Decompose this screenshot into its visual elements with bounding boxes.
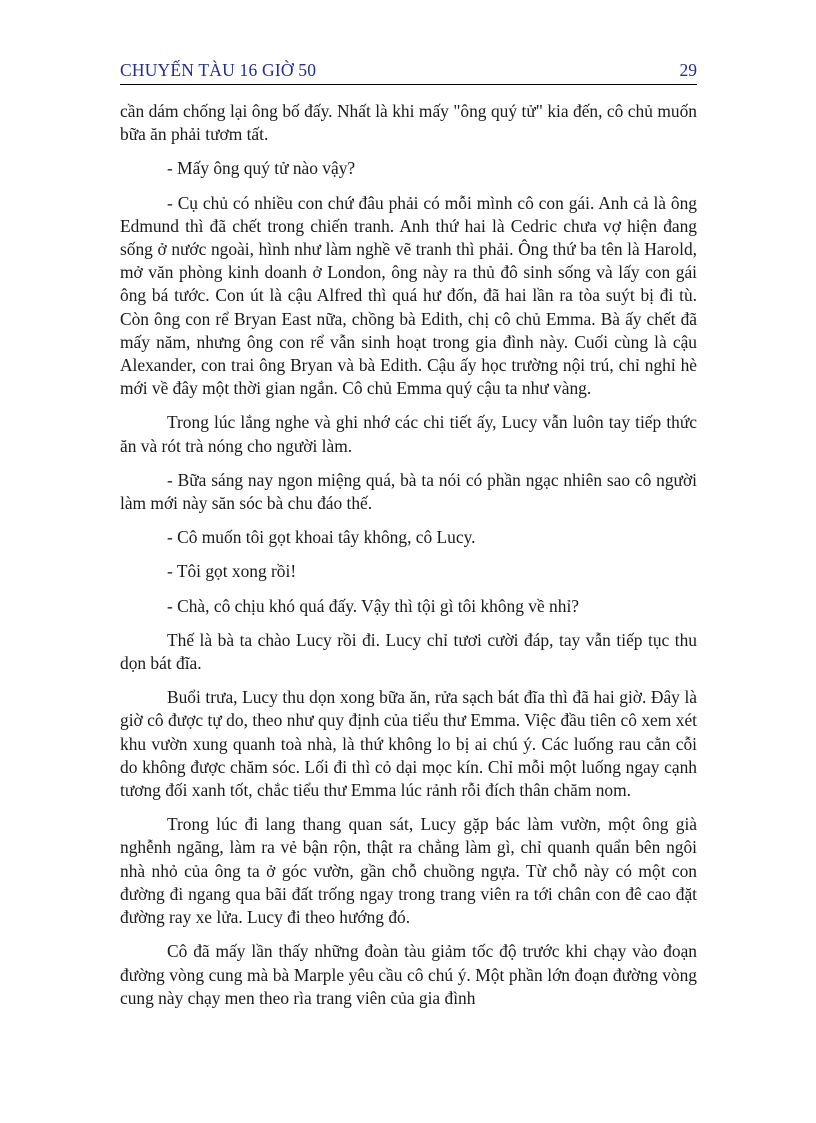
paragraph: Cô đã mấy lần thấy những đoàn tàu giảm tốc độ trước khi chạy vào đoạn đường vòng cung mà bà Marple yêu cầu cô chú ý. Một phần lớn đoạn đường vòng cung này chạy men theo rìa trang viên của gia đình xyxy=(120,941,697,1008)
page-body xyxy=(120,100,697,1021)
paragraph: - Mấy ông quý tử nào vậy? xyxy=(167,158,356,179)
paragraph: - Chà, cô chịu khó quá đấy. Vậy thì tội gì tôi không về nhỉ? xyxy=(167,595,579,616)
book-title: CHUYẾN TÀU 16 GIỜ 50 xyxy=(120,60,317,80)
paragraph: - Cô muốn tôi gọt khoai tây không, cô Lucy. xyxy=(167,527,476,548)
paragraph: cần dám chống lại ông bố đấy. Nhất là khi mấy "ông quý tử" kia đến, cô chủ muốn bữa ăn phải tươm tất. xyxy=(120,101,697,145)
paragraph: - Bữa sáng nay ngon miệng quá, bà ta nói có phần ngạc nhiên sao cô người làm mới này săn sóc bà chu đáo thế. xyxy=(120,469,697,514)
paragraph: Buổi trưa, Lucy thu dọn xong bữa ăn, rửa sạch bát đĩa thì đã hai giờ. Đây là giờ cô được tự do, theo như quy định của tiểu thư Emma. Việc đầu tiên cô xem xét khu vườn xung quanh toà nhà, là thứ không lo bị ai chú ý. Các luống rau cằn cỗi do không được chăm sóc. Lối đi thì cỏ dại mọc kín. Chỉ mỗi một luống ngay cạnh tương đối xanh tốt, chắc tiểu thư Emma lúc rảnh rỗi đích thân chăm nom. xyxy=(120,687,697,801)
paragraph: Trong lúc lắng nghe và ghi nhớ các chi tiết ấy, Lucy vẫn luôn tay tiếp thức ăn và rót trà nóng cho người làm. xyxy=(120,412,697,456)
paragraph: - Tôi gọt xong rồi! xyxy=(167,561,297,582)
paragraph: - Cụ chủ có nhiều con chứ đâu phải có mỗi mình cô con gái. Anh cả là ông Edmund thì đã chết trong chiến tranh. Anh thứ hai là Cedric chưa vợ hiện đang sống ở nước ngoài, hình như làm nghề vẽ tranh thì phải. Ông thứ ba tên là Harold, mở văn phòng kinh doanh ở London, ông này ra thủ đô sinh sống và lấy con gái ông bá tước. Con út là cậu Alfred thì quá hư đốn, đã hai lần ra tòa suýt bị đi tù. Còn ông con rể Bryan East nữa, chồng bà Edith, chị cô chủ Emma. Bà ấy chết đã mấy năm, nhưng ông con rể vẫn sinh hoạt trong gia đình này. Cuối cùng là cậu Alexander, con trai ông Bryan và bà Edith. Cậu ấy học trường nội trú, chỉ nghỉ hè mới về đây một thời gian ngắn. Cô chủ Emma quý cậu ta như vàng. xyxy=(120,192,697,399)
paragraph: Thế là bà ta chào Lucy rồi đi. Lucy chỉ tươi cười đáp, tay vẫn tiếp tục thu dọn bát đĩa. xyxy=(120,629,697,674)
paragraph: Trong lúc đi lang thang quan sát, Lucy gặp bác làm vườn, một ông già nghễnh ngãng, làm ra vẻ bận rộn, thật ra chẳng làm gì, chỉ quanh quẩn bên ngôi nhà nhỏ của ông ta ở góc vườn, gần chỗ chuồng ngựa. Từ chỗ này có một con đường đi ngang qua bãi đất trống ngay trong trang viên ra tới chân con đê cao đặt đường ray xe lửa. Lucy đi theo hướng đó. xyxy=(120,814,697,928)
running-header xyxy=(120,60,697,85)
page-number: 29 xyxy=(679,60,697,80)
